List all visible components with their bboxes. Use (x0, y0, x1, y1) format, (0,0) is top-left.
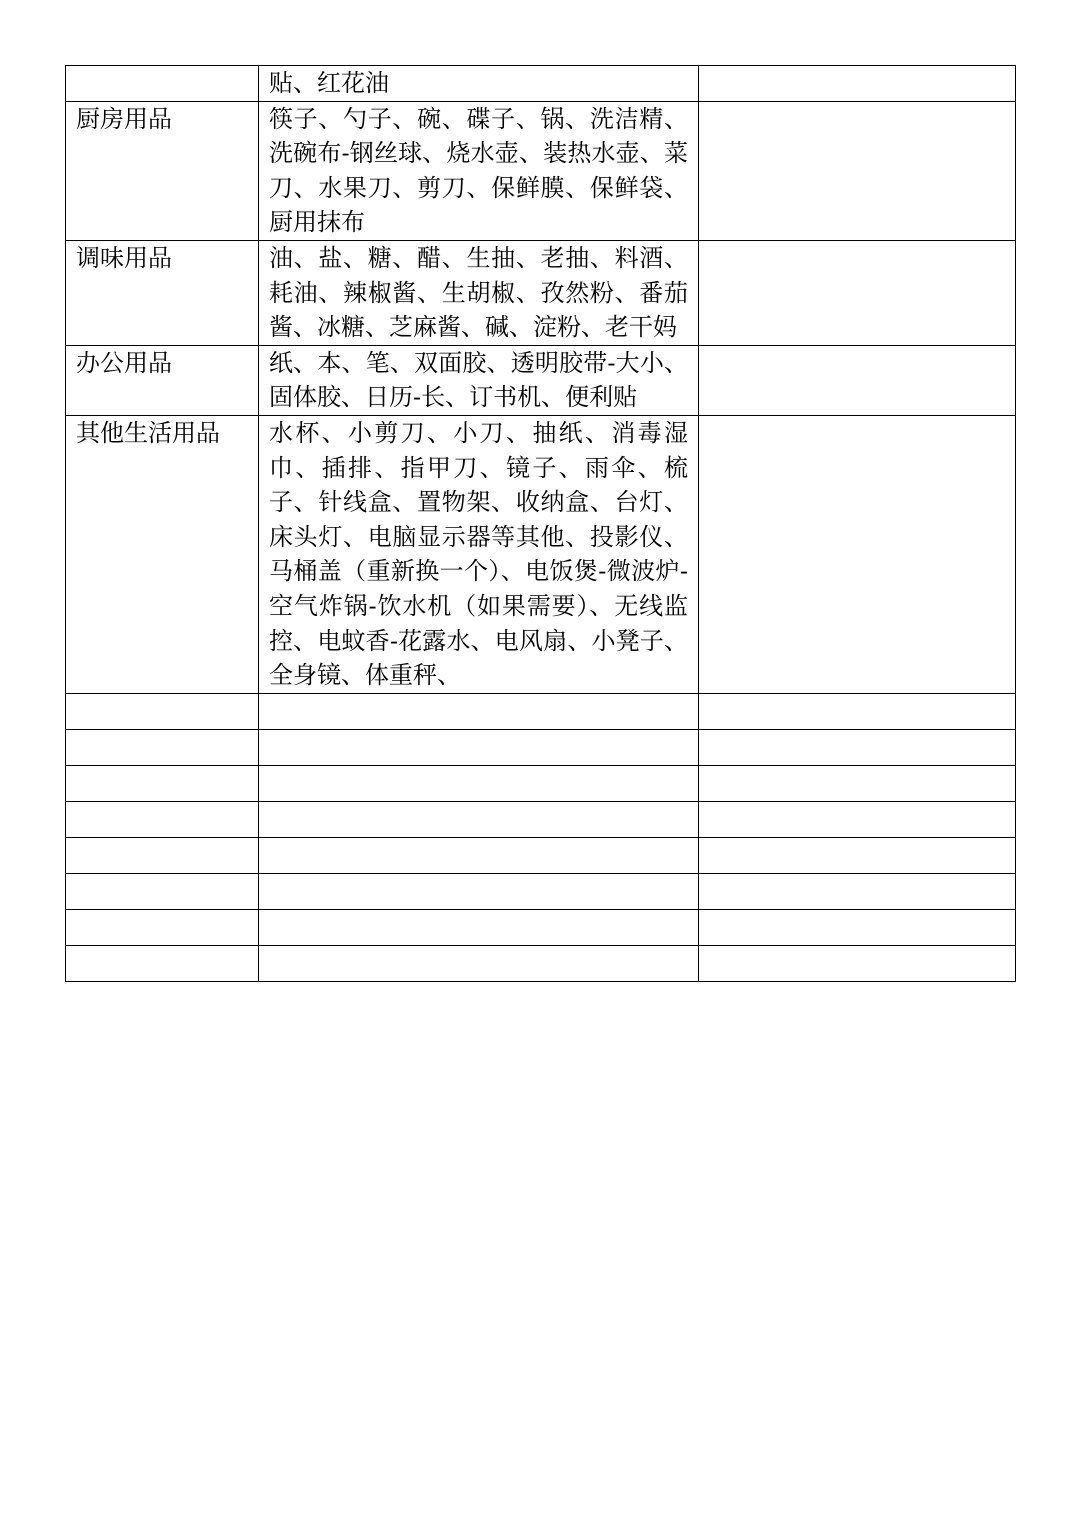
empty-cell (259, 765, 699, 801)
table-row (66, 415, 1016, 693)
empty-cell (66, 837, 259, 873)
items-cell: 油、盐、糖、醋、生抽、老抽、料酒、耗油、辣椒酱、生胡椒、孜然粉、番茄酱、冰糖、芝麻酱、碱、淀粉、老干妈 (259, 240, 699, 345)
empty-cell (66, 873, 259, 909)
empty-cell (259, 801, 699, 837)
empty-cell (259, 837, 699, 873)
note-cell (699, 66, 1016, 102)
empty-cell (66, 945, 259, 981)
table-row (66, 240, 1016, 345)
empty-cell (66, 909, 259, 945)
note-cell (699, 240, 1016, 345)
category-cell: 办公用品 (66, 345, 259, 415)
empty-cell (66, 693, 259, 729)
empty-cell (699, 873, 1016, 909)
empty-cell (66, 801, 259, 837)
empty-table-row (66, 873, 1016, 909)
empty-cell (699, 837, 1016, 873)
empty-table-row (66, 945, 1016, 981)
table-row (66, 101, 1016, 240)
empty-cell (259, 873, 699, 909)
items-cell: 筷子、勺子、碗、碟子、锅、洗洁精、洗碗布-钢丝球、烧水壶、装热水壶、菜刀、水果刀、剪刀、保鲜膜、保鲜袋、厨用抹布 (259, 101, 699, 240)
shopping-list-table (65, 65, 1016, 982)
empty-cell (699, 765, 1016, 801)
empty-table-row (66, 909, 1016, 945)
empty-cell (699, 909, 1016, 945)
empty-cell (259, 945, 699, 981)
category-cell (66, 66, 259, 102)
empty-cell (66, 765, 259, 801)
note-cell (699, 415, 1016, 693)
table-row (66, 345, 1016, 415)
empty-table-row (66, 837, 1016, 873)
note-cell (699, 345, 1016, 415)
category-cell: 厨房用品 (66, 101, 259, 240)
empty-cell (699, 801, 1016, 837)
note-cell (699, 101, 1016, 240)
empty-table-row (66, 729, 1016, 765)
category-cell: 调味用品 (66, 240, 259, 345)
items-cell: 贴、红花油 (259, 66, 699, 102)
empty-table-row (66, 801, 1016, 837)
items-cell: 纸、本、笔、双面胶、透明胶带-大小、固体胶、日历-长、订书机、便利贴 (259, 345, 699, 415)
empty-cell (259, 693, 699, 729)
empty-table-row (66, 693, 1016, 729)
empty-cell (259, 909, 699, 945)
empty-table-row (66, 765, 1016, 801)
empty-cell (66, 729, 259, 765)
empty-cell (259, 729, 699, 765)
empty-cell (699, 945, 1016, 981)
table-row (66, 66, 1016, 102)
items-cell: 水杯、小剪刀、小刀、抽纸、消毒湿巾、插排、指甲刀、镜子、雨伞、梳子、针线盒、置物架、收纳盒、台灯、床头灯、电脑显示器等其他、投影仪、马桶盖（重新换一个）、电饭煲-微波炉-空气炸锅-饮水机（如果需要）、无线监控、电蚊香-花露水、电风扇、小凳子、全身镜、体重秤、 (259, 415, 699, 693)
empty-cell (699, 693, 1016, 729)
category-cell: 其他生活用品 (66, 415, 259, 693)
empty-cell (699, 729, 1016, 765)
